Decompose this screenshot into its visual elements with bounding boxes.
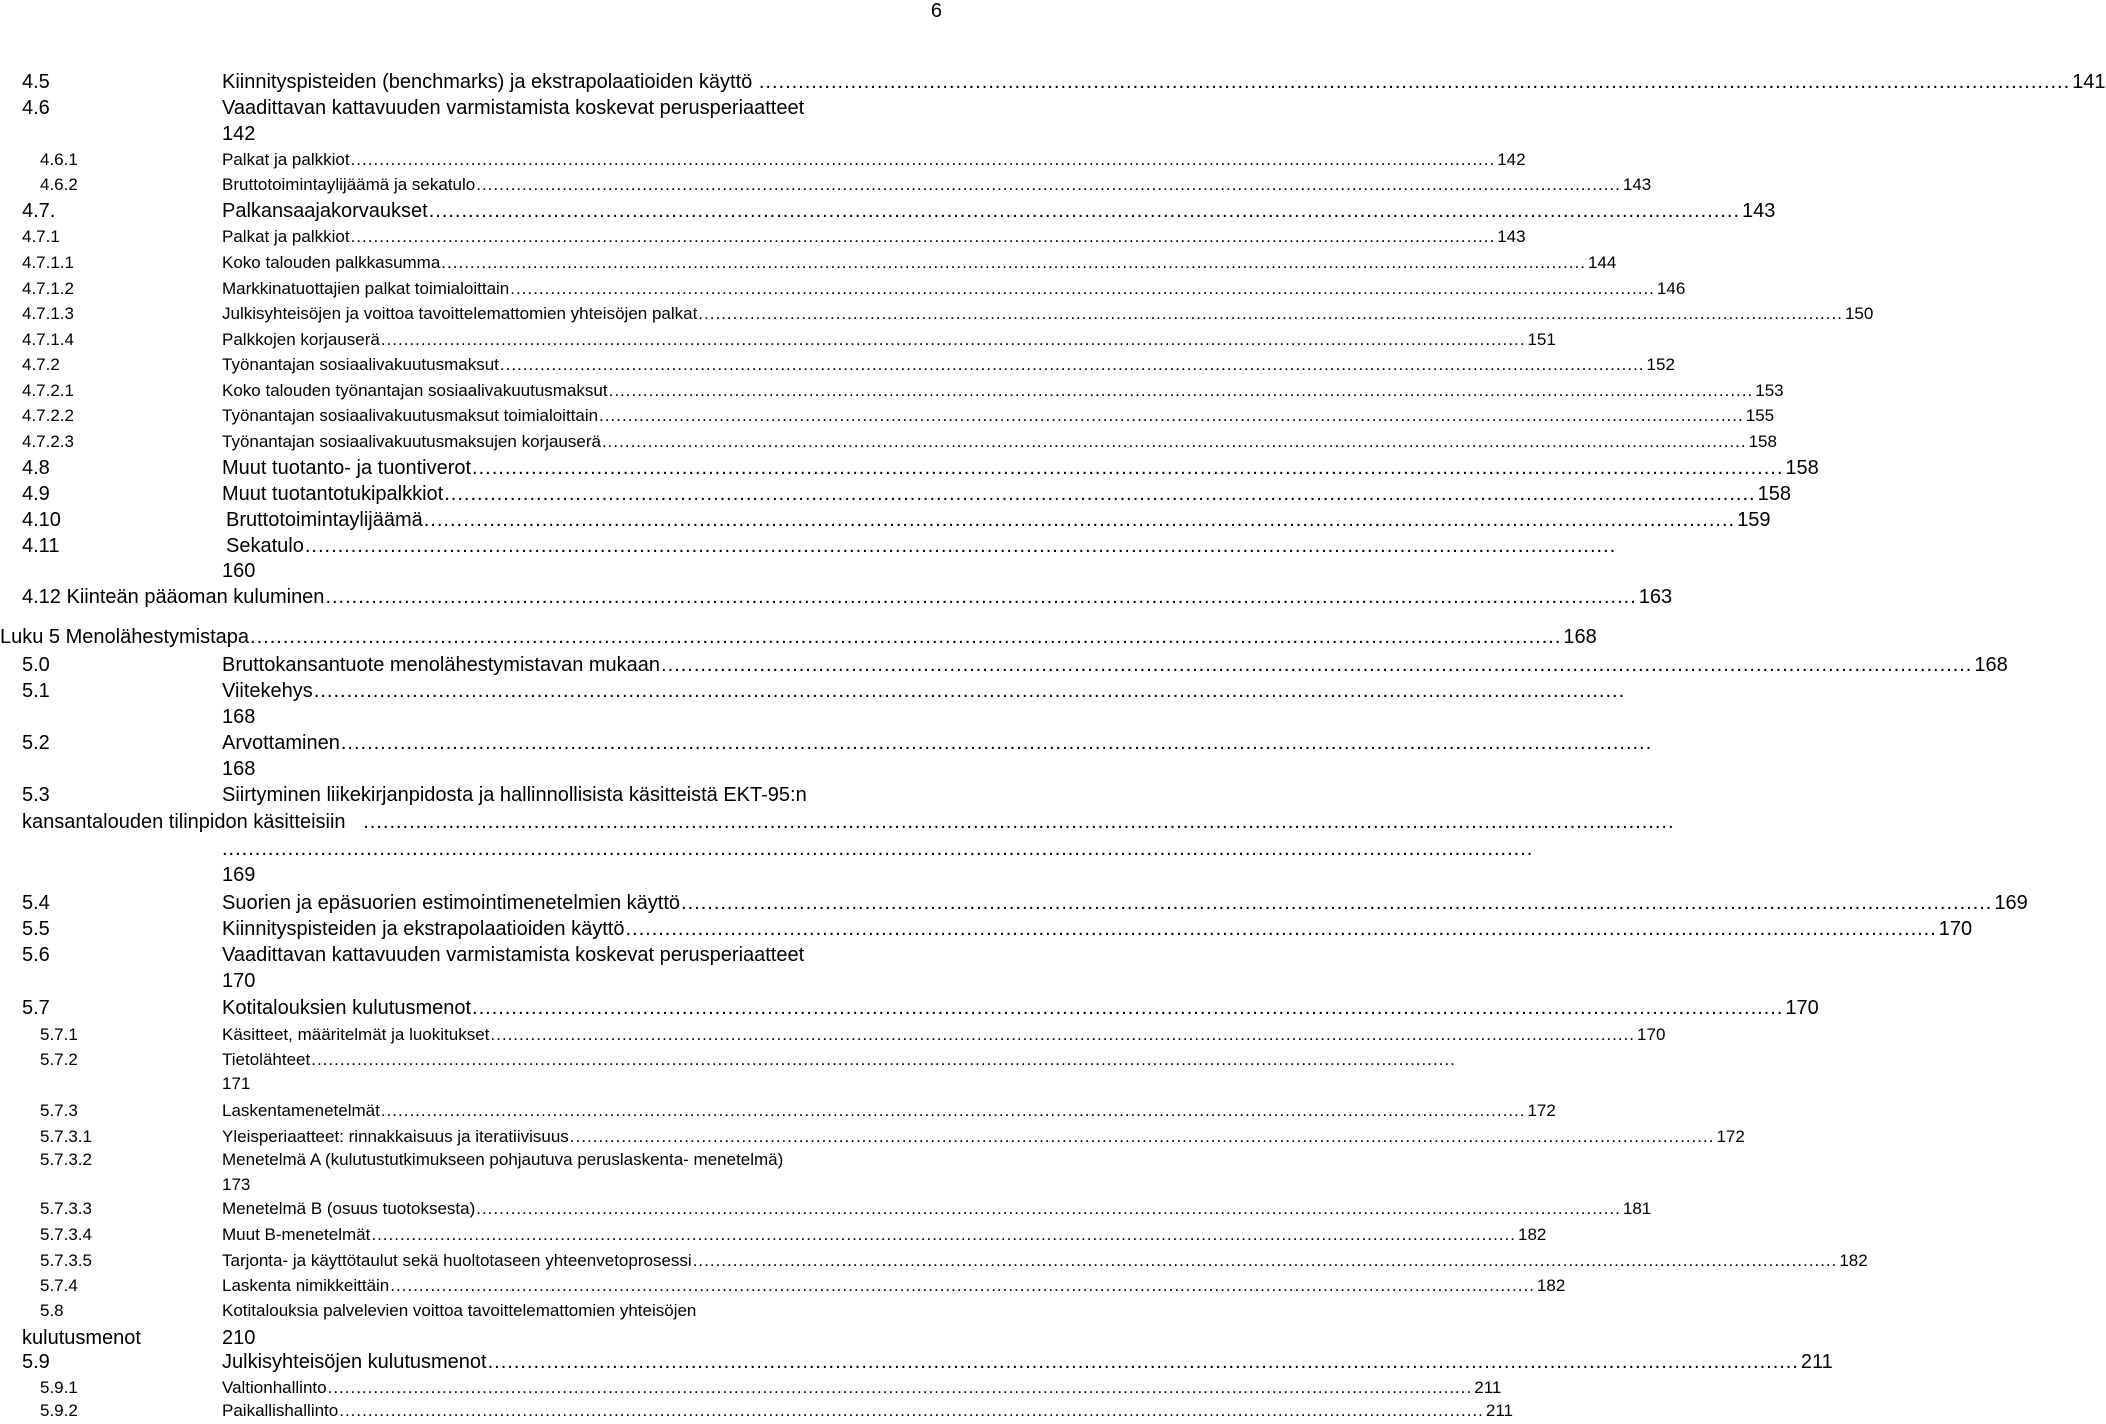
toc-section-number: 4.9 <box>22 483 50 505</box>
toc-leader: ........................................................................................................................................................................................................ 163 <box>325 586 1673 608</box>
toc-section-number: 4.6.2 <box>40 175 78 194</box>
toc-leader: ........................................................................................................................................................................................................ <box>222 838 1534 860</box>
toc-title: Palkansaajakorvaukset <box>222 200 428 222</box>
toc-section-number: 5.7.3.1 <box>40 1127 92 1146</box>
toc-title: Tarjonta- ja käyttötaulut sekä huoltotaseen yhteenvetoprosessi <box>222 1251 692 1270</box>
toc-entry[interactable] <box>0 1098 1556 1124</box>
toc-entry[interactable] <box>0 198 1776 224</box>
toc-page-number: 182 <box>1839 1251 1868 1270</box>
toc-page-number: 181 <box>1622 1199 1652 1218</box>
toc-section-number: 4.12 Kiinteän pääoman kuluminen <box>22 586 325 608</box>
toc-entry[interactable] <box>0 1298 960 1324</box>
toc-title: Kiinnityspisteiden (benchmarks) ja ekstrapolaatioiden käyttö <box>222 71 753 93</box>
toc-section-number: 5.7.4 <box>40 1276 78 1295</box>
toc-title: 210 <box>222 1327 256 1349</box>
toc-leader: ........................................................................................................................................................................................................ 211 <box>339 1398 955 1424</box>
toc-title: Yleisperiaatteet: rinnakkaisuus ja iteratiivisuus <box>222 1127 569 1146</box>
toc-entry[interactable] <box>0 916 1973 942</box>
toc-page-number: 169 <box>1994 892 2028 914</box>
toc-section-number: 5.9 <box>22 1351 50 1373</box>
toc-page-number: 144 <box>1587 253 1617 272</box>
toc-leader: ........................................................................................................................................................................................................ 182 <box>390 1273 955 1299</box>
toc-entry[interactable] <box>0 507 1771 533</box>
toc-entry[interactable] <box>0 1273 1566 1299</box>
toc-section-number: 5.9.2 <box>40 1401 78 1420</box>
toc-entry[interactable] <box>0 1196 1652 1222</box>
toc-leader: ........................................................................................................................................................................................................ <box>313 680 1626 702</box>
toc-entry[interactable] <box>0 558 960 584</box>
toc-page-number: 211 <box>1800 1351 1833 1373</box>
toc-section-number: 4.6 <box>22 97 50 119</box>
toc-leader: ........................................................................................................................................................................................................ 153 <box>609 378 955 404</box>
toc-title: Koko talouden työnantajan sosiaalivakuutusmaksut <box>222 381 608 400</box>
toc-title: Paikallishallinto <box>222 1401 339 1420</box>
toc-section-number: 4.7.2 <box>22 355 60 374</box>
toc-entry[interactable] <box>0 147 1526 173</box>
toc-entry[interactable] <box>0 481 1791 507</box>
toc-section-number: 4.8 <box>22 457 50 479</box>
toc-section-number: 5.0 <box>22 654 50 676</box>
toc-entry[interactable] <box>0 730 1653 756</box>
toc-leader: ........................................................................................................................................................................................................ 170 <box>490 1022 955 1048</box>
toc-entry[interactable] <box>0 95 960 121</box>
toc-page-number: 141 <box>2072 71 2106 93</box>
toc-entry[interactable] <box>0 968 960 994</box>
toc-title: Menetelmä A (kulutustutkimukseen pohjautuva peruslaskenta- menetelmä) <box>222 1150 784 1169</box>
toc-entry[interactable] <box>0 250 1617 276</box>
toc-title: Viitekehys <box>222 680 313 702</box>
toc-entry[interactable] <box>0 533 1617 559</box>
toc-leader: ........................................................................................................................................................................................................ <box>304 535 1617 557</box>
toc-leader: ........................................................................................................................................................................................................ 150 <box>698 301 955 327</box>
toc-page-number: 158 <box>1748 432 1777 451</box>
toc-section-number: 4.7.1.2 <box>22 279 74 298</box>
toc-title: Muut tuotantotukipalkkiot <box>222 483 444 505</box>
toc-entry[interactable] <box>0 301 1874 327</box>
toc-entry[interactable] <box>0 352 1675 378</box>
toc-title: Laskenta nimikkeittäin <box>222 1276 390 1295</box>
toc-entry[interactable] <box>0 584 1673 610</box>
toc-entry[interactable] <box>0 890 2028 916</box>
toc-leader: ........................................................................................................................................................................................................ 182 <box>693 1248 955 1274</box>
toc-entry[interactable] <box>0 1022 1666 1048</box>
toc-page-number: 168 <box>222 758 256 780</box>
toc-page-number: 172 <box>1716 1127 1745 1146</box>
toc-section-number: 5.7.3 <box>40 1101 78 1120</box>
toc-entry[interactable] <box>0 1398 1513 1424</box>
toc-leader: ........................................................................................................................................................................................................ 142 <box>351 147 955 173</box>
toc-leader: ........................................................................................................................................................................................................ 168 <box>661 654 2008 676</box>
toc-page-number: 211 <box>1474 1378 1502 1397</box>
toc-entry[interactable] <box>0 678 1626 704</box>
toc-section-number: 4.7.2.2 <box>22 406 74 425</box>
toc-section-number: 5.7.2 <box>40 1050 78 1069</box>
toc-page-number: 182 <box>1536 1276 1566 1295</box>
toc-leader: ........................................................................................................................................................................................................ 144 <box>441 250 955 276</box>
toc-page-number: 211 <box>1485 1401 1513 1420</box>
toc-leader: ........................................................................................................................................................................................................ 152 <box>500 352 955 378</box>
toc-section-number: 5.6 <box>22 944 50 966</box>
toc-section-number: 5.8 <box>40 1301 64 1320</box>
toc-page-number: 158 <box>1757 483 1791 505</box>
toc-title: Vaadittavan kattavuuden varmistamista koskevat perusperiaatteet <box>222 944 805 966</box>
toc-title: Arvottaminen <box>222 732 340 754</box>
toc-title: Bruttokansantuote menolähestymistavan mukaan <box>222 654 661 676</box>
toc-title: Valtionhallinto <box>222 1378 327 1397</box>
toc-section-number: 4.6.1 <box>40 150 78 169</box>
toc-title: Muut B-menetelmät <box>222 1225 371 1244</box>
toc-leader: ........................................................................................................................................................................................................ <box>340 732 1653 754</box>
toc-section-number: 5.2 <box>22 732 50 754</box>
toc-entry[interactable] <box>0 69 2106 95</box>
toc-section-number: 5.7.3.3 <box>40 1199 92 1218</box>
toc-leader: ........................................................................................................................................................................................................ 158 <box>472 457 1819 479</box>
toc-title: Julkisyhteisöjen ja voittoa tavoittelemattomien yhteisöjen palkat <box>222 304 698 323</box>
toc-section-number: kulutusmenot <box>22 1327 141 1349</box>
toc-section-number: 4.7.1.1 <box>22 253 74 272</box>
toc-title: Siirtyminen liikekirjanpidosta ja hallinnollisista käsitteistä EKT-95:n <box>222 784 807 806</box>
toc-leader: ........................................................................................................................................................................................................ 211 <box>487 1351 1833 1373</box>
toc-entry[interactable] <box>0 1349 1833 1375</box>
toc-page-number: 168 <box>1563 626 1597 648</box>
toc-page-number: 170 <box>222 970 256 992</box>
toc-title: Julkisyhteisöjen kulutusmenot <box>222 1351 487 1373</box>
toc-leader: ........................................................................................................................................................................................................ 172 <box>381 1098 955 1124</box>
toc-page-number: 182 <box>1517 1225 1547 1244</box>
toc-leader: ........................................................................................................................................................................................................ 143 <box>428 200 1776 222</box>
toc-section-number: 5.7.3.2 <box>40 1150 92 1169</box>
toc-title: Kiinnityspisteiden ja ekstrapolaatioiden käyttö <box>222 918 625 940</box>
toc-section-number: 4.7.1 <box>22 227 60 246</box>
toc-entry[interactable] <box>0 276 1686 302</box>
toc-leader: ........................................................................................................................................................................................................ 155 <box>599 403 955 429</box>
toc-page-number: 168 <box>1974 654 2008 676</box>
toc-page-number: 150 <box>1844 304 1874 323</box>
toc-entry[interactable] <box>0 1147 960 1173</box>
toc-section-number: 4.5 <box>22 71 50 93</box>
toc-entry[interactable] <box>0 704 960 730</box>
toc-entry[interactable] <box>0 1172 960 1198</box>
toc-section-number: 5.7.3.4 <box>40 1225 92 1244</box>
toc-entry[interactable] <box>0 172 1652 198</box>
page-number: 6 <box>930 0 942 22</box>
toc-page-number: 169 <box>222 864 256 886</box>
toc-section-number: 4.7.1.3 <box>22 304 74 323</box>
toc-page-number: 163 <box>1638 586 1673 608</box>
toc-title: Bruttotoimintaylijäämä <box>226 509 423 531</box>
toc-entry[interactable] <box>0 224 1526 250</box>
toc-leader: ........................................................................................................................................................................................................ 159 <box>423 509 1771 531</box>
toc-section-number: 5.7.1 <box>40 1025 78 1044</box>
toc-page-number: 160 <box>222 560 256 582</box>
toc-entry[interactable] <box>0 1071 960 1097</box>
toc-entry[interactable] <box>0 624 1597 650</box>
toc-page-number: 170 <box>1637 1025 1666 1044</box>
toc-section-number: 4.7.2.1 <box>22 381 74 400</box>
toc-page-number: 173 <box>222 1175 251 1194</box>
toc-entry[interactable] <box>0 1047 1456 1073</box>
toc-page-number: 142 <box>222 123 256 145</box>
toc-title: Käsitteet, määritelmät ja luokitukset <box>222 1025 490 1044</box>
toc-leader: ........................................................................................................................................................................................................ 182 <box>371 1222 955 1248</box>
toc-leader: ........................................................................................................................................................................................................ 211 <box>328 1375 955 1401</box>
toc-leader: ........................................................................................................................................................................................................ 143 <box>476 172 955 198</box>
toc-entry[interactable] <box>0 1325 960 1351</box>
toc-entry[interactable] <box>0 942 960 968</box>
toc-title: Sekatulo <box>226 535 304 557</box>
toc-entry[interactable] <box>0 836 1534 862</box>
toc-leader: ........................................................................................................................................................................................................ 169 <box>681 892 2028 914</box>
toc-entry[interactable] <box>0 1222 1547 1248</box>
toc-title: Laskentamenetelmät <box>222 1101 380 1120</box>
toc-section-number: 4.7.1.4 <box>22 330 74 349</box>
toc-entry[interactable] <box>0 1248 1868 1274</box>
toc-page-number: 151 <box>1527 330 1556 349</box>
toc-page-number: 152 <box>1646 355 1675 374</box>
toc-entry[interactable] <box>0 862 960 888</box>
toc-section-number: 5.1 <box>22 680 50 702</box>
toc-title: Kotitalouksien kulutusmenot <box>222 997 472 1019</box>
toc-leader: ........................................................................................................................................................................................................ 141 <box>758 71 2106 93</box>
toc-leader: ........................................................................................................................................................................................................ <box>363 811 1675 833</box>
toc-page-number: 159 <box>1737 509 1771 531</box>
toc-page-number: 153 <box>1755 381 1784 400</box>
toc-page-number: 172 <box>1527 1101 1556 1120</box>
toc-page-number: 168 <box>222 706 256 728</box>
toc-title: Palkat ja palkkiot <box>222 150 350 169</box>
toc-section-number: 5.3 <box>22 784 50 806</box>
toc-title: Koko talouden palkkasumma <box>222 253 441 272</box>
toc-section-number: 4.10 <box>22 509 61 531</box>
toc-section-number: 4.11 <box>22 535 60 557</box>
toc-section-number: 4.7. <box>22 200 56 222</box>
toc-leader: ........................................................................................................................................................................................................ 168 <box>250 626 1597 648</box>
toc-page-number: 143 <box>1742 200 1776 222</box>
toc-title: Työnantajan sosiaalivakuutusmaksujen korjauserä <box>222 432 601 451</box>
toc-leader: ........................................................................................................................................................................................................ 170 <box>625 918 1973 940</box>
toc-entry[interactable] <box>0 403 1775 429</box>
toc-title: Markkinatuottajien palkat toimialoittain <box>222 279 510 298</box>
toc-page-number: 170 <box>1785 997 1819 1019</box>
toc-leader: ........................................................................................................................................................................................................ 158 <box>444 483 1791 505</box>
toc-section-number: 5.7 <box>22 997 50 1019</box>
toc-page-number: 158 <box>1785 457 1819 479</box>
toc-title: Palkkojen korjauserä <box>222 330 380 349</box>
toc-title: Vaadittavan kattavuuden varmistamista koskevat perusperiaatteet <box>222 97 805 119</box>
toc-title: Työnantajan sosiaalivakuutusmaksut toimialoittain <box>222 406 599 425</box>
toc-leader: ........................................................................................................................................................................................................ 158 <box>602 429 955 455</box>
toc-section-number: 5.9.1 <box>40 1378 78 1397</box>
toc-title: Muut tuotanto- ja tuontiverot <box>222 457 472 479</box>
toc-section-number: 5.5 <box>22 918 50 940</box>
toc-title: Tietolähteet <box>222 1050 311 1069</box>
toc-leader: ........................................................................................................................................................................................................ 181 <box>476 1196 955 1222</box>
toc-entry[interactable] <box>0 378 1784 404</box>
toc-page-number: 146 <box>1656 279 1686 298</box>
toc-page-number: 142 <box>1497 150 1526 169</box>
toc-title: Työnantajan sosiaalivakuutusmaksut <box>222 355 499 374</box>
toc-title: Menetelmä B (osuus tuotoksesta) <box>222 1199 476 1218</box>
toc-title: Kotitalouksia palvelevien voittoa tavoittelemattomien yhteisöjen <box>222 1301 697 1320</box>
toc-entry[interactable] <box>0 995 1819 1021</box>
toc-page-number: 143 <box>1622 175 1652 194</box>
toc-entry[interactable] <box>0 756 960 782</box>
toc-section-number: Luku 5 Menolähestymistapa <box>0 626 250 648</box>
toc-leader: ........................................................................................................................................................................................................ 172 <box>570 1124 955 1150</box>
toc-title: Palkat ja palkkiot <box>222 227 350 246</box>
toc-leader: ........................................................................................................................................................................................................ <box>311 1050 1456 1069</box>
toc-section-number: kansantalouden tilinpidon käsitteisiin <box>22 811 346 833</box>
toc-leader: ........................................................................................................................................................................................................ 170 <box>472 997 1819 1019</box>
toc-leader: ........................................................................................................................................................................................................ 146 <box>510 276 955 302</box>
toc-entry[interactable] <box>0 121 960 147</box>
toc-page-number: 171 <box>222 1074 251 1093</box>
toc-section-number: 5.7.3.5 <box>40 1251 92 1270</box>
toc-entry[interactable] <box>0 782 960 808</box>
toc-leader: ........................................................................................................................................................................................................ 143 <box>351 224 955 250</box>
toc-entry[interactable] <box>0 809 1675 835</box>
toc-page-number: 170 <box>1938 918 1973 940</box>
toc-section-number: 5.4 <box>22 892 50 914</box>
toc-entry[interactable] <box>0 455 1819 481</box>
toc-page-number: 155 <box>1745 406 1775 425</box>
toc-entry[interactable] <box>0 327 1556 353</box>
toc-page-number: 143 <box>1497 227 1526 246</box>
toc-entry[interactable] <box>0 429 1777 455</box>
toc-title: Suorien ja epäsuorien estimointimenetelmien käyttö <box>222 892 681 914</box>
toc-title: Bruttotoimintaylijäämä ja sekatulo <box>222 175 476 194</box>
toc-entry[interactable] <box>0 652 2008 678</box>
toc-leader: ........................................................................................................................................................................................................ 151 <box>381 327 955 353</box>
toc-section-number: 4.7.2.3 <box>22 432 74 451</box>
